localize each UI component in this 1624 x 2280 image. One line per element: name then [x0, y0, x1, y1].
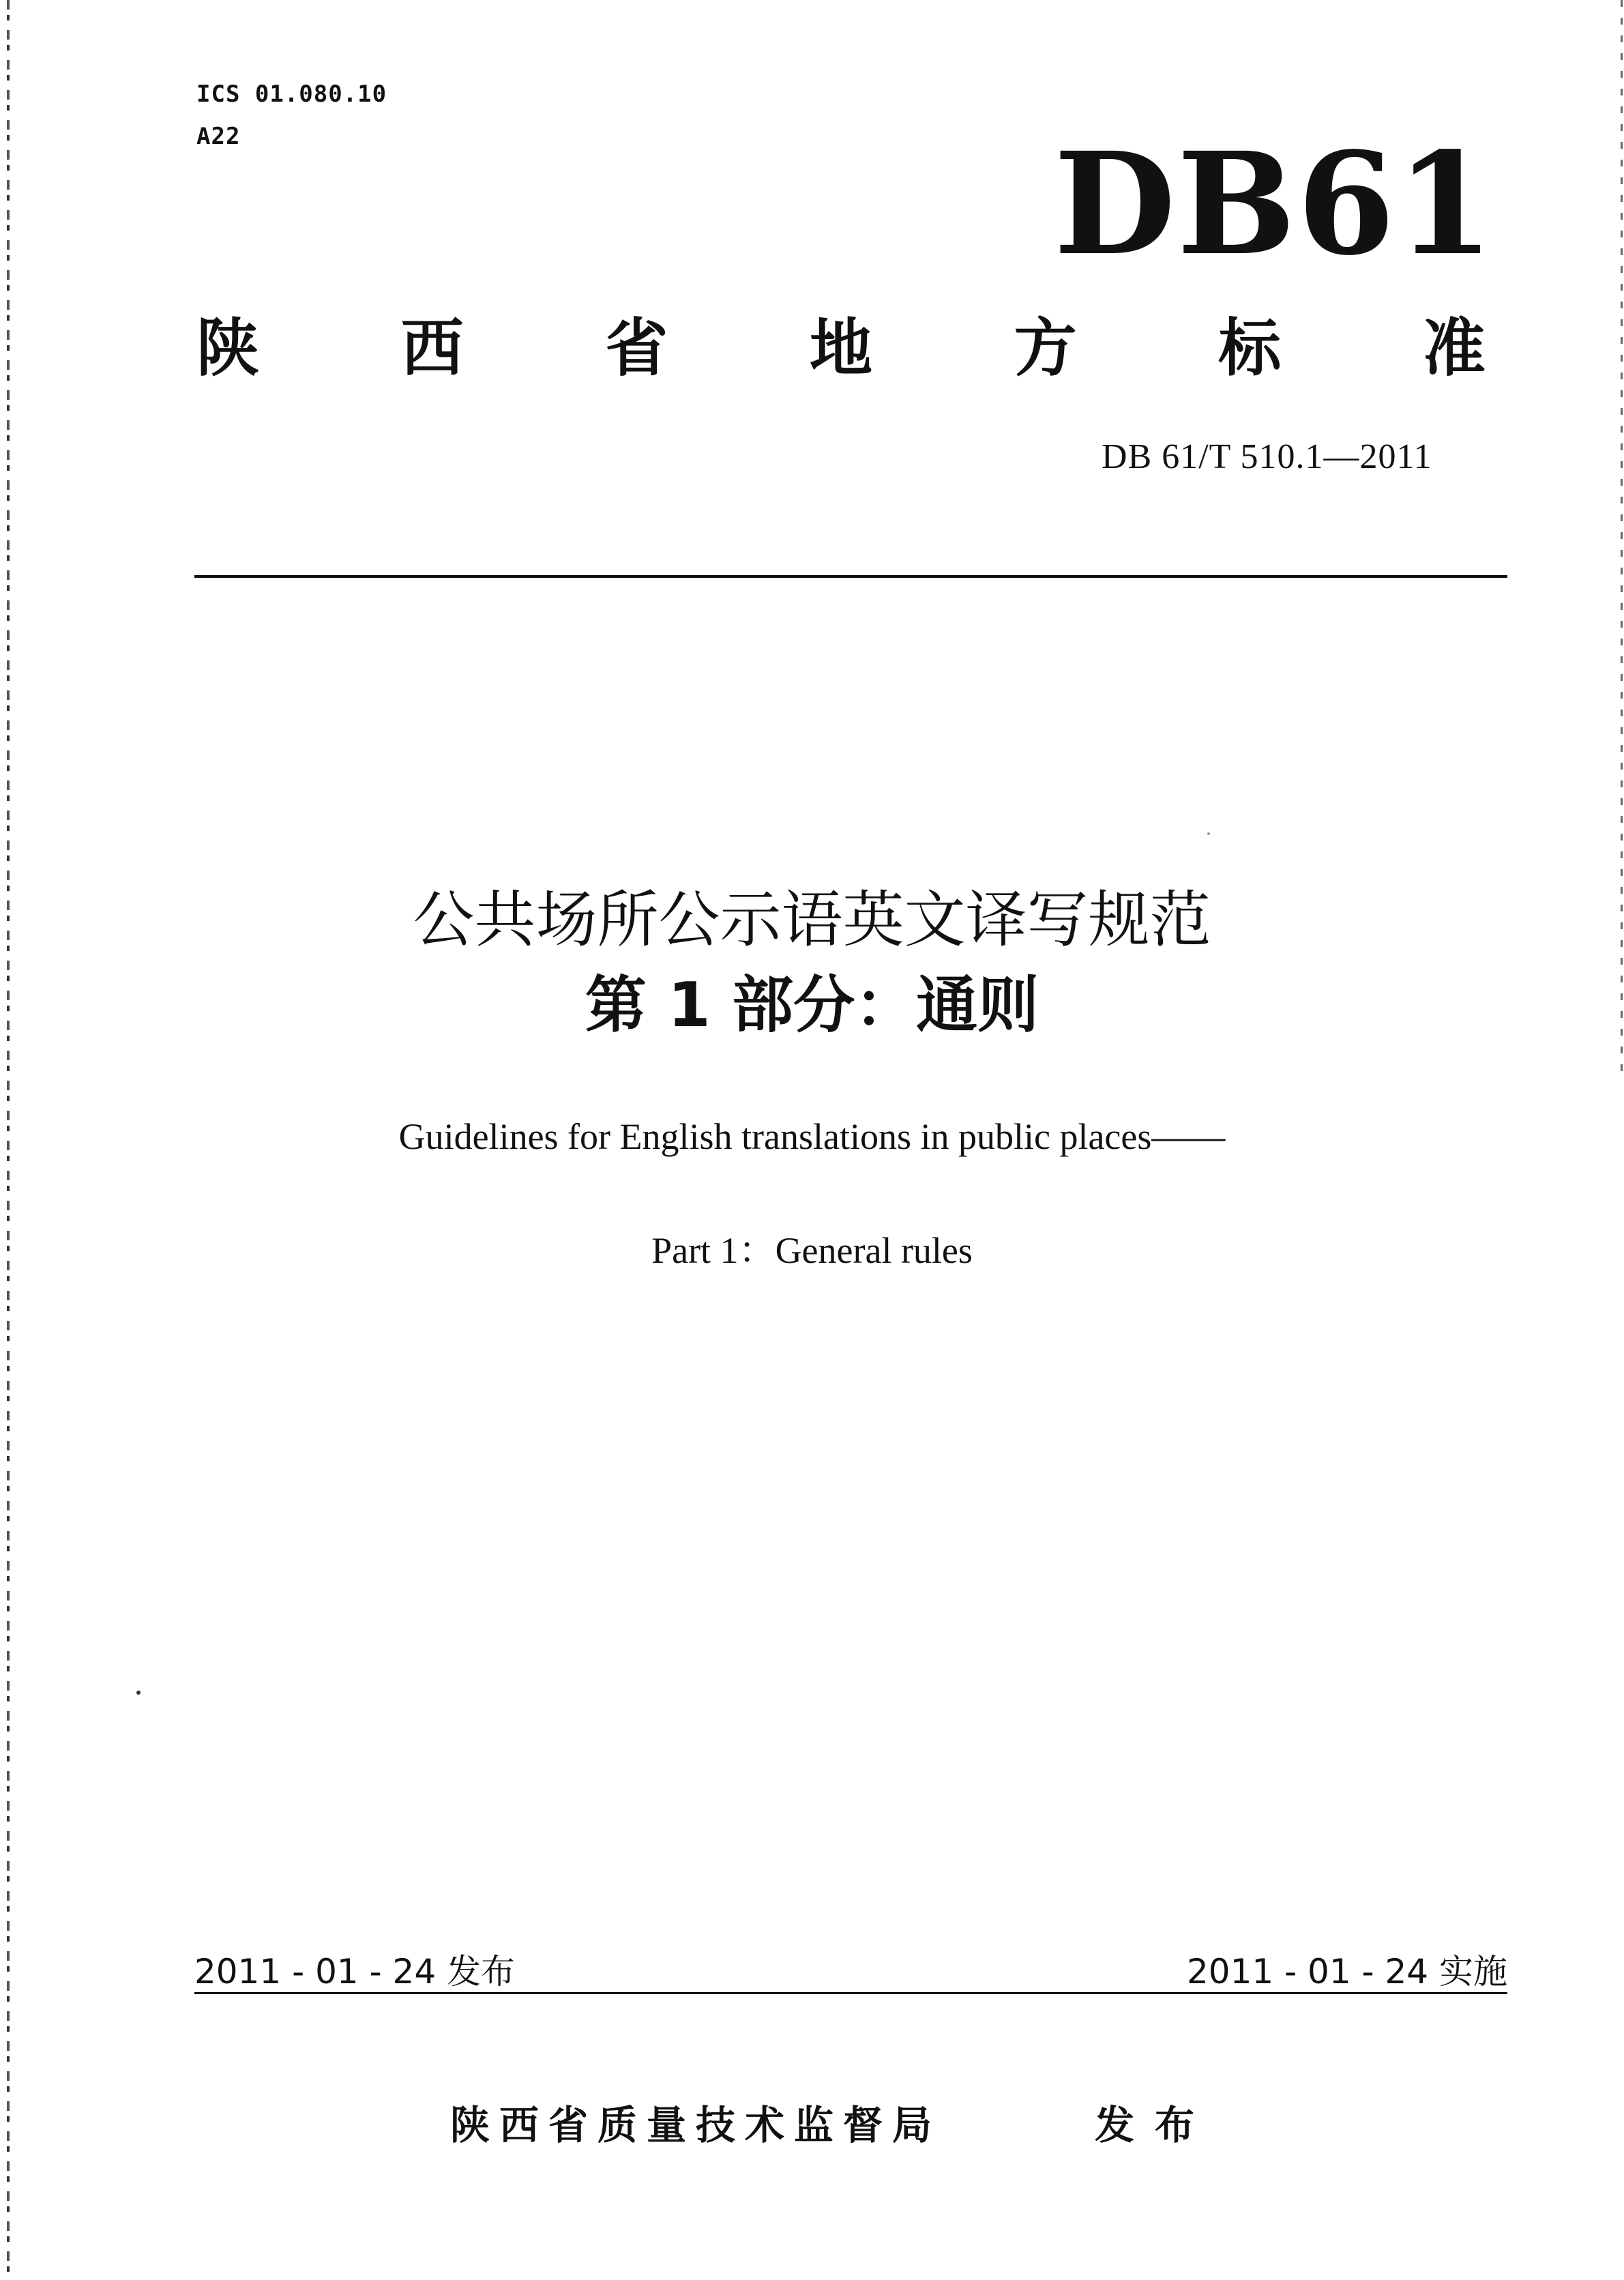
ics-code: ICS 01.080.10	[196, 81, 387, 108]
standard-number: DB 61/T 510.1—2011	[1102, 437, 1432, 476]
standard-type-char: 地	[809, 312, 872, 385]
standard-type-heading	[196, 314, 1486, 383]
issue-label: 发布	[1095, 2102, 1215, 2148]
title-zh-main: 公共场所公示语英文译写规范	[413, 884, 1211, 956]
standard-brand-logo: DB61	[1054, 121, 1496, 287]
scan-speck	[136, 1691, 141, 1695]
issuing-authority: 陕西省质量技术监督局	[450, 2102, 942, 2148]
scan-speck	[1207, 832, 1210, 835]
standard-type-char: 西	[400, 312, 464, 385]
standard-type-char: 准	[1422, 312, 1486, 385]
standard-type-char: 省	[605, 312, 668, 385]
ccs-code: A22	[196, 123, 241, 150]
effective-date: 2011 - 01 - 24 实施	[1186, 1952, 1507, 1991]
title-zh-part: 第 1 部分：通则	[585, 969, 1039, 1041]
date-row	[194, 1944, 1507, 1993]
title-en-part: Part 1：General rules	[651, 1230, 973, 1271]
header-divider	[194, 575, 1507, 578]
standard-type-char: 标	[1218, 312, 1282, 385]
publish-date: 2011 - 01 - 24 发布	[194, 1952, 516, 1991]
title-en-main: Guidelines for English translations in public places——	[398, 1116, 1226, 1157]
standard-type-char: 陕	[196, 312, 260, 385]
footer-divider	[194, 1992, 1507, 1994]
standard-type-char: 方	[1014, 312, 1077, 385]
